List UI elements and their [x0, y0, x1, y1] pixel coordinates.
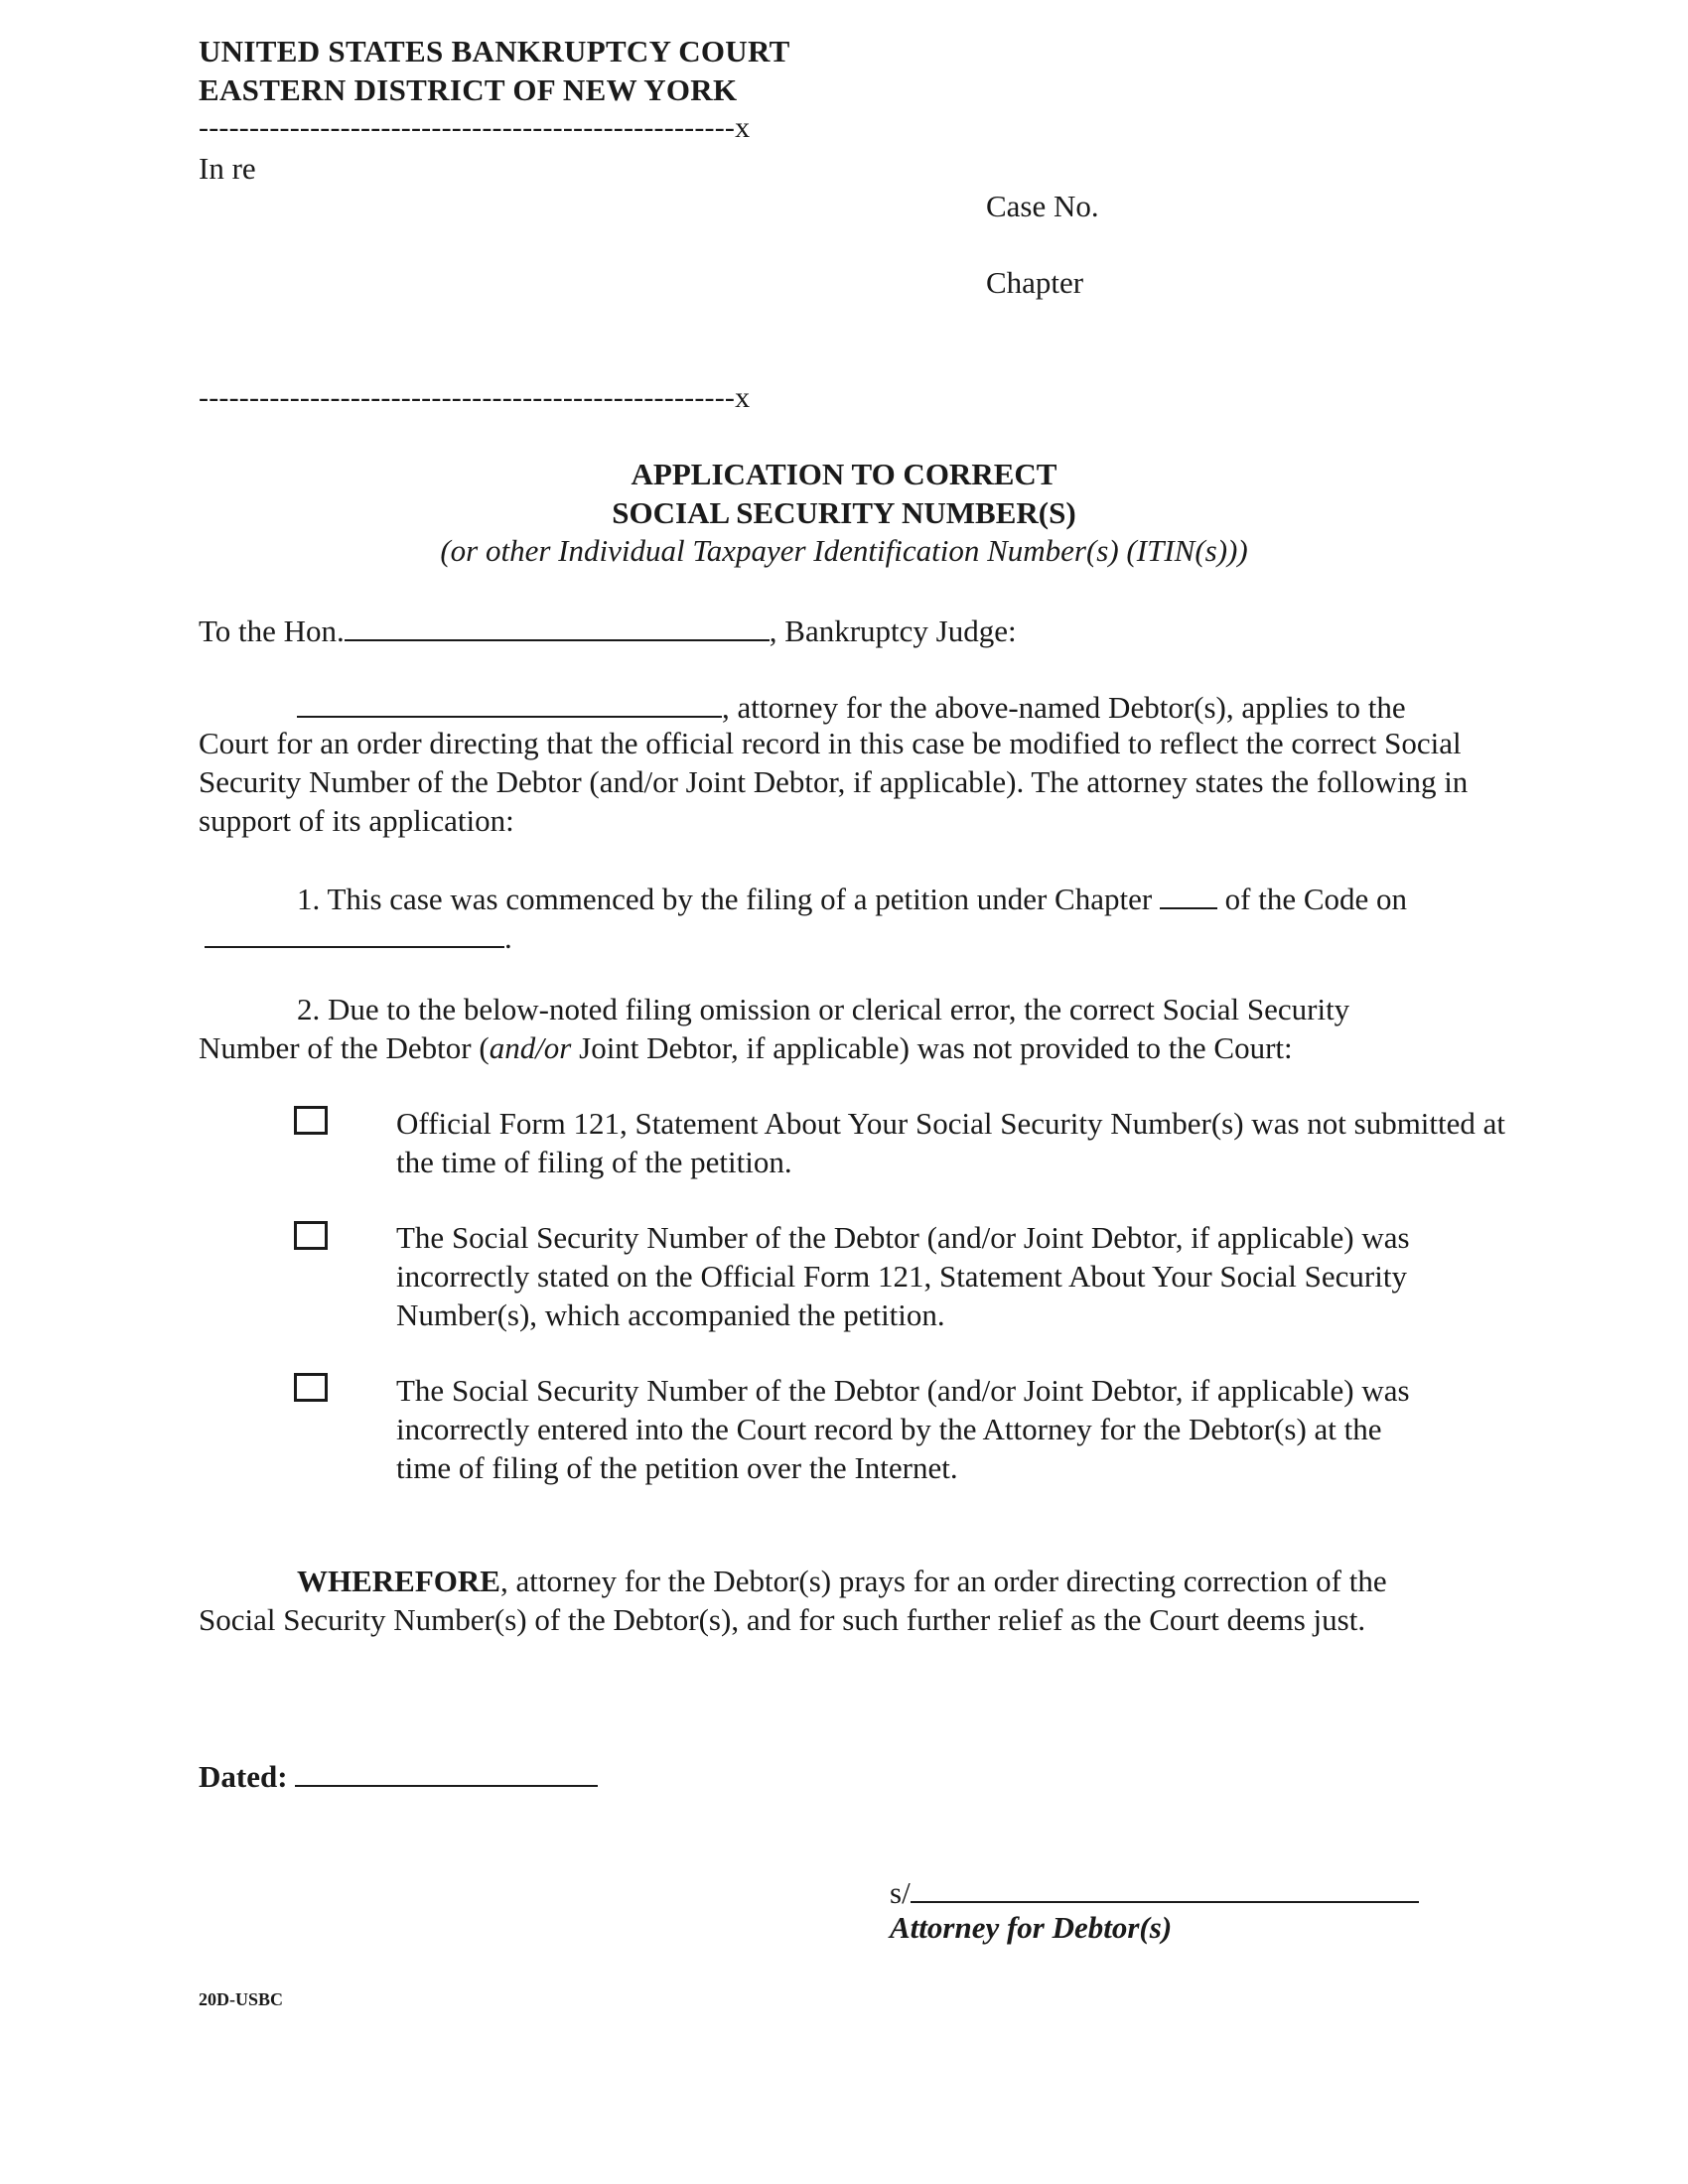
intro-first-line	[297, 686, 1406, 726]
item2-line2-pre: Number of the Debtor (	[199, 1030, 490, 1065]
dated-label: Dated:	[199, 1759, 288, 1794]
attorney-name-blank[interactable]	[297, 686, 722, 718]
court-district: EASTERN DISTRICT OF NEW YORK	[199, 72, 738, 107]
option2-line3: Number(s), which accompanied the petition.	[396, 1297, 945, 1332]
item1-text: 1. This case was commenced by the filing of a petition under Chapter	[297, 882, 1153, 916]
option3-text	[396, 1371, 1608, 1487]
option1-line1: Official Form 121, Statement About Your Social Security Number(s) was not submitted at	[396, 1106, 1506, 1141]
option1-checkbox[interactable]	[294, 1106, 328, 1135]
option3-line3: time of filing of the petition over the Internet.	[396, 1450, 958, 1485]
option2-line2: incorrectly stated on the Official Form 121, Statement About Your Social Security	[396, 1259, 1407, 1294]
wherefore-line1-text: , attorney for the Debtor(s) prays for an order directing correction of the	[499, 1564, 1387, 1598]
signature-line	[890, 1871, 1419, 1911]
signature-prefix: s/	[890, 1875, 911, 1910]
document-title-line2: SOCIAL SECURITY NUMBER(S)	[612, 495, 1076, 530]
document-subtitle: (or other Individual Taxpayer Identification Number(s) (ITIN(s)))	[440, 533, 1248, 568]
signature-caption: Attorney for Debtor(s)	[890, 1910, 1173, 1945]
salutation-suffix: , Bankruptcy Judge:	[769, 614, 1017, 648]
chapter-number-blank[interactable]	[1160, 878, 1217, 909]
item2-line2	[199, 1030, 1293, 1066]
intro-paragraph: Court for an order directing that the official record in this case be modified to reflect the correct Social Security Number of the Debtor (and/or Joint Debtor, if applicable). The attorney states the following in support of its application:	[199, 726, 1469, 838]
item2-line1: 2. Due to the below-noted filing omission or clerical error, the correct Social Security	[297, 992, 1350, 1026]
court-name: UNITED STATES BANKRUPTCY COURT	[199, 34, 790, 68]
option2-line1: The Social Security Number of the Debtor (and/or Joint Debtor, if applicable) was	[396, 1220, 1410, 1255]
item1-date-line	[205, 916, 512, 956]
form-code: 20D-USBC	[199, 1989, 284, 2009]
item1-end: .	[504, 920, 512, 955]
intro-first-line-text: , attorney for the above-named Debtor(s), applies to the	[722, 690, 1406, 725]
signature-blank[interactable]	[911, 1871, 1419, 1903]
judge-name-blank[interactable]	[345, 610, 770, 641]
dated-blank[interactable]	[295, 1755, 598, 1787]
caption-bottom-divider: -----------------------------------------------------x	[199, 381, 751, 414]
wherefore-line2: Social Security Number(s) of the Debtor(s), and for such further relief as the Court deems just.	[199, 1602, 1366, 1637]
item2-line2-italic: and/or	[489, 1030, 572, 1065]
option1-text	[396, 1104, 1608, 1181]
option2-text	[396, 1218, 1608, 1334]
wherefore-line1	[297, 1564, 1387, 1599]
chapter-label: Chapter	[986, 265, 1084, 300]
wherefore-bold: WHEREFORE	[297, 1564, 500, 1598]
case-no-label: Case No.	[986, 189, 1099, 223]
option1-line2: the time of filing of the petition.	[396, 1145, 792, 1179]
salutation-prefix: To the Hon.	[199, 614, 345, 648]
caption-top-divider: -----------------------------------------------------x	[199, 111, 751, 144]
option3-line2: incorrectly entered into the Court record by the Attorney for the Debtor(s) at the	[396, 1412, 1382, 1446]
dated-line	[199, 1755, 598, 1795]
salutation	[199, 610, 1017, 649]
petition-date-blank[interactable]	[205, 916, 504, 948]
document-title-line1: APPLICATION TO CORRECT	[631, 457, 1057, 491]
item1-line	[297, 878, 1407, 917]
option3-checkbox[interactable]	[294, 1373, 328, 1402]
item1-text-after: of the Code on	[1224, 882, 1408, 916]
item2-line2-post: Joint Debtor, if applicable) was not provided to the Court:	[571, 1030, 1293, 1065]
option2-checkbox[interactable]	[294, 1221, 328, 1250]
in-re-label: In re	[199, 151, 256, 186]
option3-line1: The Social Security Number of the Debtor (and/or Joint Debtor, if applicable) was	[396, 1373, 1410, 1408]
